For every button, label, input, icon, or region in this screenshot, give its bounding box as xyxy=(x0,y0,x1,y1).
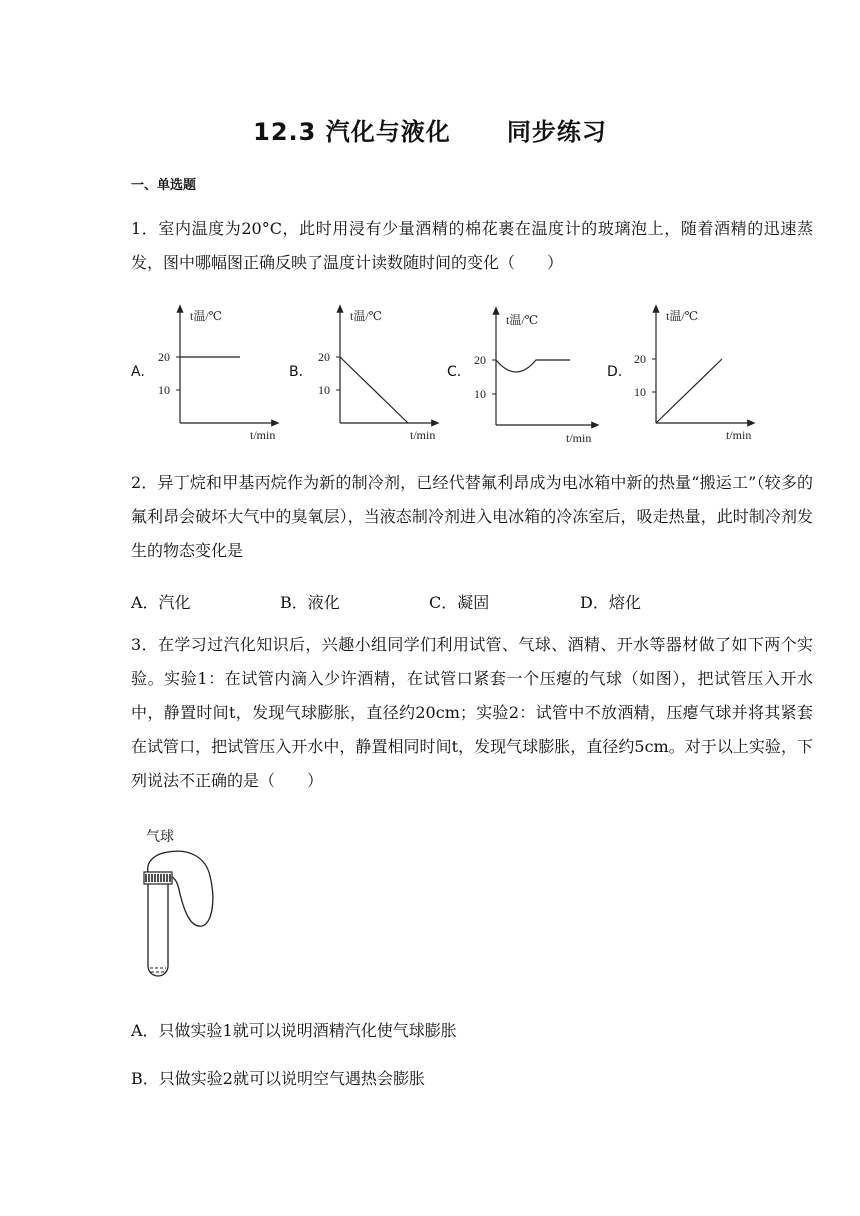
q3-option-b: B．只做实验2就可以说明空气遇热会膨胀 xyxy=(131,1069,425,1088)
q2-option-d: D．熔化 xyxy=(580,593,641,612)
graph-b-tick-20: 20 xyxy=(318,350,330,364)
q1-option-d-label: D. xyxy=(607,364,623,380)
graph-c-tick-10: 10 xyxy=(474,387,486,401)
q1-graph-d xyxy=(626,300,766,448)
graph-b-curve xyxy=(340,357,408,423)
graph-a-ylabel: t温/℃ xyxy=(190,309,223,323)
question-2-text: 2．异丁烷和甲基丙烷作为新的制冷剂，已经代替氟利昂成为电冰箱中新的热量“搬运工”（较多的氟利昂会破坏大气中的臭氧层），当液态制冷剂进入电冰箱的冷冻室后，吸走热量，此时制冷剂发生的物态变化是 xyxy=(131,473,813,560)
graph-d-xlabel: t/min xyxy=(726,428,752,442)
graph-c-ylabel: t温/℃ xyxy=(506,313,539,327)
q1-option-b-label: B. xyxy=(289,364,304,380)
question-3-text: 3．在学习过汽化知识后，兴趣小组同学们利用试管、气球、酒精、开水等器材做了如下两个实验。实验1：在试管内滴入少许酒精，在试管口紧套一个压瘪的气球（如图），把试管压入开水中，静置时间t，发现气球膨胀，直径约20cm；实验2：试管中不放酒精，压瘪气球并将其紧套在试管口，把试管压入开水中，静置相同时间t，发现气球膨胀，直径约5cm。对于以上实验，下列说法不正确的是（ ） xyxy=(131,635,813,790)
q2-option-b: B．液化 xyxy=(280,593,340,612)
graph-d-tick-10: 10 xyxy=(634,385,646,399)
graph-c-tick-20: 20 xyxy=(474,353,486,367)
q1-option-a-label: A. xyxy=(131,364,145,380)
page-title: 12.3 汽化与液化 同步练习 xyxy=(253,118,607,146)
q1-graph-b xyxy=(310,300,450,448)
q3-option-a: A．只做实验1就可以说明酒精汽化使气球膨胀 xyxy=(131,1021,457,1040)
q2-option-c: C．凝固 xyxy=(429,593,490,612)
q1-graph-a xyxy=(150,300,290,448)
graph-a-tick-20: 20 xyxy=(158,350,170,364)
graph-b-tick-10: 10 xyxy=(318,383,330,397)
graph-a-tick-10: 10 xyxy=(158,383,170,397)
graph-c-xlabel: t/min xyxy=(566,431,592,445)
graph-b-xlabel: t/min xyxy=(410,428,436,442)
graph-d-ylabel: t温/℃ xyxy=(666,309,699,323)
graph-a-xlabel: t/min xyxy=(250,428,276,442)
q1-graph-c xyxy=(466,302,616,450)
graph-d-tick-20: 20 xyxy=(634,352,646,366)
test-tube-balloon-figure xyxy=(130,840,230,990)
balloon xyxy=(148,851,213,926)
balloon-label: 气球 xyxy=(146,829,174,845)
q1-option-c-label: C. xyxy=(447,364,462,380)
graph-b-ylabel: t温/℃ xyxy=(350,309,383,323)
section-heading: 一、单选题 xyxy=(131,178,197,193)
graph-c-curve xyxy=(496,360,570,372)
graph-d-curve xyxy=(656,359,722,423)
q2-option-a: A．汽化 xyxy=(131,593,191,612)
question-1-text: 1．室内温度为20°C，此时用浸有少量酒精的棉花裹在温度计的玻璃泡上，随着酒精的迅速蒸发，图中哪幅图正确反映了温度计读数随时间的变化（ ） xyxy=(131,219,813,272)
test-tube xyxy=(148,884,168,976)
